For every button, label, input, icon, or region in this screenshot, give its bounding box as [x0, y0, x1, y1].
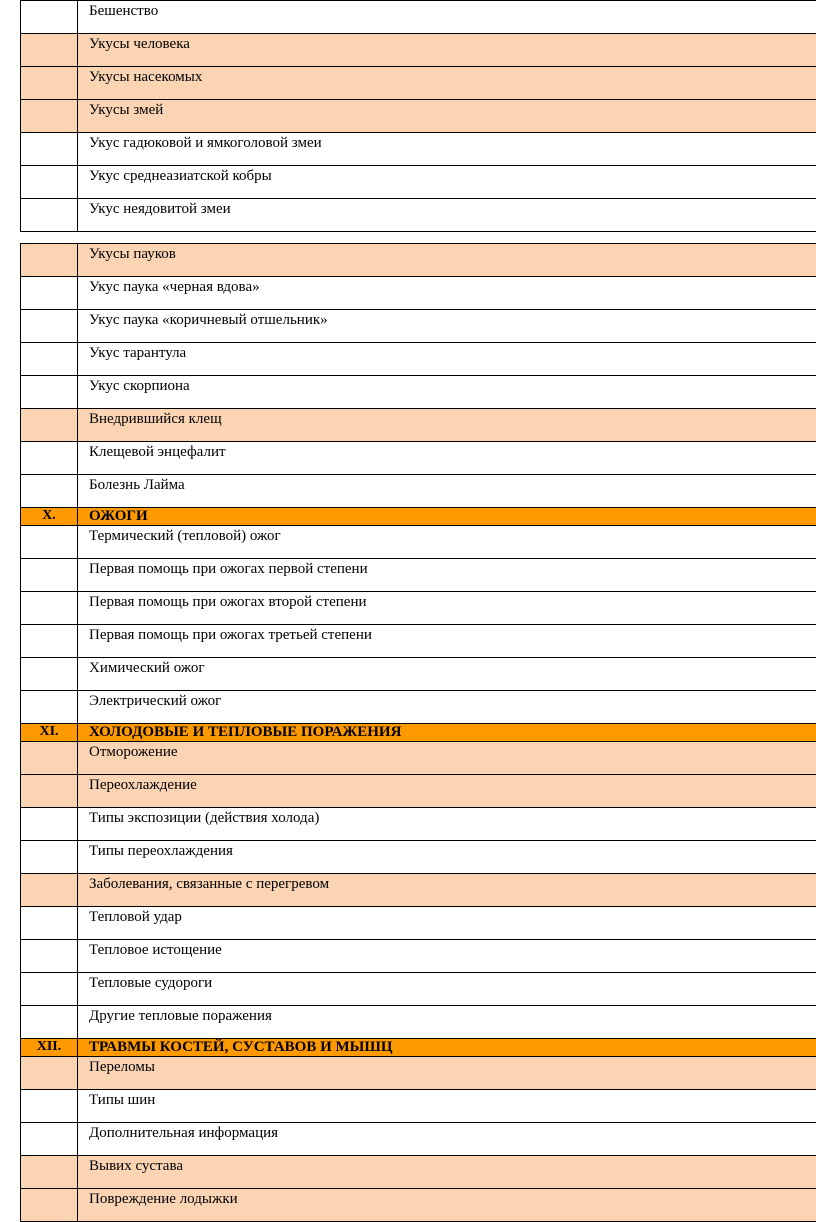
item-row — [21, 658, 816, 691]
item-row — [21, 973, 816, 1006]
row-title: Укус тарантула — [78, 343, 816, 376]
row-number — [21, 808, 78, 841]
row-number — [21, 34, 78, 67]
row-number — [21, 133, 78, 166]
item-row — [21, 940, 816, 973]
item-row — [21, 133, 816, 166]
row-title: ХОЛОДОВЫЕ И ТЕПЛОВЫЕ ПОРАЖЕНИЯ — [78, 724, 816, 742]
row-number — [21, 1156, 78, 1189]
row-title: Клещевой энцефалит — [78, 442, 816, 475]
item-row — [21, 277, 816, 310]
row-title: Повреждение лодыжки — [78, 1189, 816, 1222]
row-title: Укус паука «коричневый отшельник» — [78, 310, 816, 343]
subsection-row — [21, 1156, 816, 1189]
row-number — [21, 625, 78, 658]
row-title: Укусы змей — [78, 100, 816, 133]
item-row — [21, 1006, 816, 1039]
row-title: Заболевания, связанные с перегревом — [78, 874, 816, 907]
row-number — [21, 526, 78, 559]
row-title: Укусы пауков — [78, 244, 816, 277]
row-title: Укус паука «черная вдова» — [78, 277, 816, 310]
row-number — [21, 343, 78, 376]
row-title: Тепловой удар — [78, 907, 816, 940]
row-title: Переломы — [78, 1057, 816, 1090]
toc-table-top — [20, 0, 816, 232]
row-number — [21, 100, 78, 133]
item-row — [21, 907, 816, 940]
row-number — [21, 559, 78, 592]
row-number — [21, 199, 78, 232]
row-number — [21, 592, 78, 625]
item-row — [21, 343, 816, 376]
row-title: Отморожение — [78, 742, 816, 775]
row-title: Тепловые судороги — [78, 973, 816, 1006]
item-row — [21, 1090, 816, 1123]
row-number — [21, 658, 78, 691]
row-number — [21, 166, 78, 199]
row-title: Внедрившийся клещ — [78, 409, 816, 442]
row-title: ТРАВМЫ КОСТЕЙ, СУСТАВОВ И МЫШЦ — [78, 1039, 816, 1057]
item-row — [21, 1, 816, 34]
row-number — [21, 442, 78, 475]
row-number: XI. — [21, 724, 78, 742]
item-row — [21, 841, 816, 874]
subsection-row — [21, 244, 816, 277]
item-row — [21, 1123, 816, 1156]
row-number — [21, 940, 78, 973]
item-row — [21, 559, 816, 592]
section-row — [21, 508, 816, 526]
row-title: Термический (тепловой) ожог — [78, 526, 816, 559]
subsection-row — [21, 34, 816, 67]
row-number — [21, 67, 78, 100]
item-row — [21, 376, 816, 409]
item-row — [21, 592, 816, 625]
row-title: Другие тепловые поражения — [78, 1006, 816, 1039]
row-number — [21, 841, 78, 874]
subsection-row — [21, 1057, 816, 1090]
row-title: Укусы человека — [78, 34, 816, 67]
row-title: Первая помощь при ожогах первой степени — [78, 559, 816, 592]
row-number — [21, 691, 78, 724]
row-number — [21, 475, 78, 508]
subsection-row — [21, 67, 816, 100]
row-title: ОЖОГИ — [78, 508, 816, 526]
row-title: Укус неядовитой змеи — [78, 199, 816, 232]
row-number — [21, 1, 78, 34]
item-row — [21, 625, 816, 658]
row-number — [21, 409, 78, 442]
row-title: Типы шин — [78, 1090, 816, 1123]
item-row — [21, 442, 816, 475]
section-row — [21, 724, 816, 742]
row-number — [21, 907, 78, 940]
row-number — [21, 277, 78, 310]
row-title: Первая помощь при ожогах второй степени — [78, 592, 816, 625]
row-number — [21, 775, 78, 808]
row-title: Тепловое истощение — [78, 940, 816, 973]
subsection-row — [21, 1189, 816, 1222]
subsection-row — [21, 742, 816, 775]
row-title: Укус среднеазиатской кобры — [78, 166, 816, 199]
item-row — [21, 310, 816, 343]
item-row — [21, 808, 816, 841]
row-title: Типы переохлаждения — [78, 841, 816, 874]
subsection-row — [21, 100, 816, 133]
row-number — [21, 973, 78, 1006]
row-title: Дополнительная информация — [78, 1123, 816, 1156]
row-title: Типы экспозиции (действия холода) — [78, 808, 816, 841]
row-title: Укус гадюковой и ямкоголовой змеи — [78, 133, 816, 166]
row-title: Укус скорпиона — [78, 376, 816, 409]
row-number — [21, 1189, 78, 1222]
row-number — [21, 310, 78, 343]
row-number — [21, 1057, 78, 1090]
row-title: Бешенство — [78, 1, 816, 34]
item-row — [21, 199, 816, 232]
item-row — [21, 691, 816, 724]
row-number — [21, 1006, 78, 1039]
item-row — [21, 526, 816, 559]
row-number: X. — [21, 508, 78, 526]
row-number — [21, 376, 78, 409]
row-title: Первая помощь при ожогах третьей степени — [78, 625, 816, 658]
subsection-row — [21, 775, 816, 808]
row-number — [21, 874, 78, 907]
item-row — [21, 475, 816, 508]
row-title: Укусы насекомых — [78, 67, 816, 100]
row-title: Болезнь Лайма — [78, 475, 816, 508]
row-title: Химический ожог — [78, 658, 816, 691]
row-title: Электрический ожог — [78, 691, 816, 724]
subsection-row — [21, 409, 816, 442]
row-title: Переохлаждение — [78, 775, 816, 808]
row-number — [21, 1123, 78, 1156]
item-row — [21, 166, 816, 199]
row-number — [21, 1090, 78, 1123]
toc-table-main — [20, 243, 816, 1222]
row-number — [21, 244, 78, 277]
section-row — [21, 1039, 816, 1057]
row-number — [21, 742, 78, 775]
subsection-row — [21, 874, 816, 907]
row-number: XII. — [21, 1039, 78, 1057]
row-title: Вывих сустава — [78, 1156, 816, 1189]
